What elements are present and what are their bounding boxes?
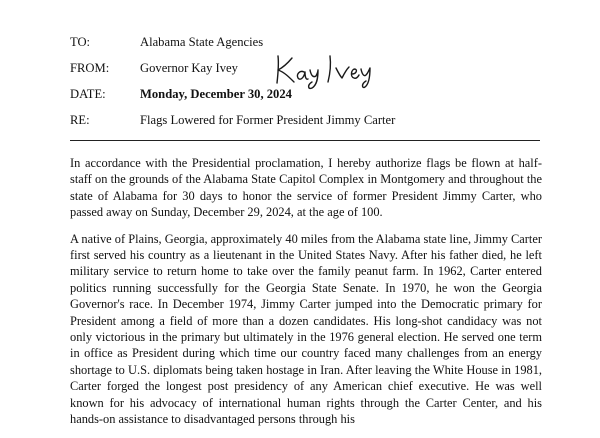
body-paragraph-1: In accordance with the Presidential proclamation, I hereby authorize flags be flown at half-staff on the grounds of the Alabama State Capitol Complex in Montgomery and throughout the state of Alabama for 30 days to honor the service of former President Jimmy Carter, who passed away on Sunday, December 29, 2024, at the age of 100.: [70, 156, 542, 220]
memo-to-value: Alabama State Agencies: [140, 35, 264, 49]
memo-body: [70, 155, 542, 438]
memo-from-value: Governor Kay Ivey: [140, 61, 238, 75]
memo-date-value: Monday, December 30, 2024: [140, 87, 292, 101]
memo-re-value: Flags Lowered for Former President Jimmy Carter: [140, 113, 396, 127]
memo-from-label: FROM:: [70, 61, 110, 75]
memo-date-label: DATE:: [70, 87, 106, 101]
memo-re-label: RE:: [70, 113, 90, 127]
memo-to-label: TO:: [70, 35, 91, 49]
body-paragraph-2: A native of Plains, Georgia, approximately 40 miles from the Alabama state line, Jimmy Carter first served his country as a lieutenant in the United States Navy. After his father died, he left military service to return home to take over the family peanut farm. In 1962, Carter entered politics running successfully for the Georgia State Senate. In 1970, he won the Georgia Governor's race. In December 1974, Jimmy Carter jumped into the Democratic primary for President among a field of more than a dozen candidates. His long-shot candidacy was not only victorious in the primary but ultimately in the 1976 general election. He served one term in office as President during which time our country faced many challenges from an energy shortage to U.S. diplomats being taken hostage in Iran. After leaving the White House in 1981, Carter forged the longest post presidency of any American chief executive. He was well known for his advocacy of international human rights through the Carter Center, and his hands-on assistance to disadvantaged persons through his: [70, 231, 542, 427]
governor-signature: [270, 50, 380, 90]
memo-re-row: [70, 112, 550, 138]
header-divider: [70, 140, 540, 141]
